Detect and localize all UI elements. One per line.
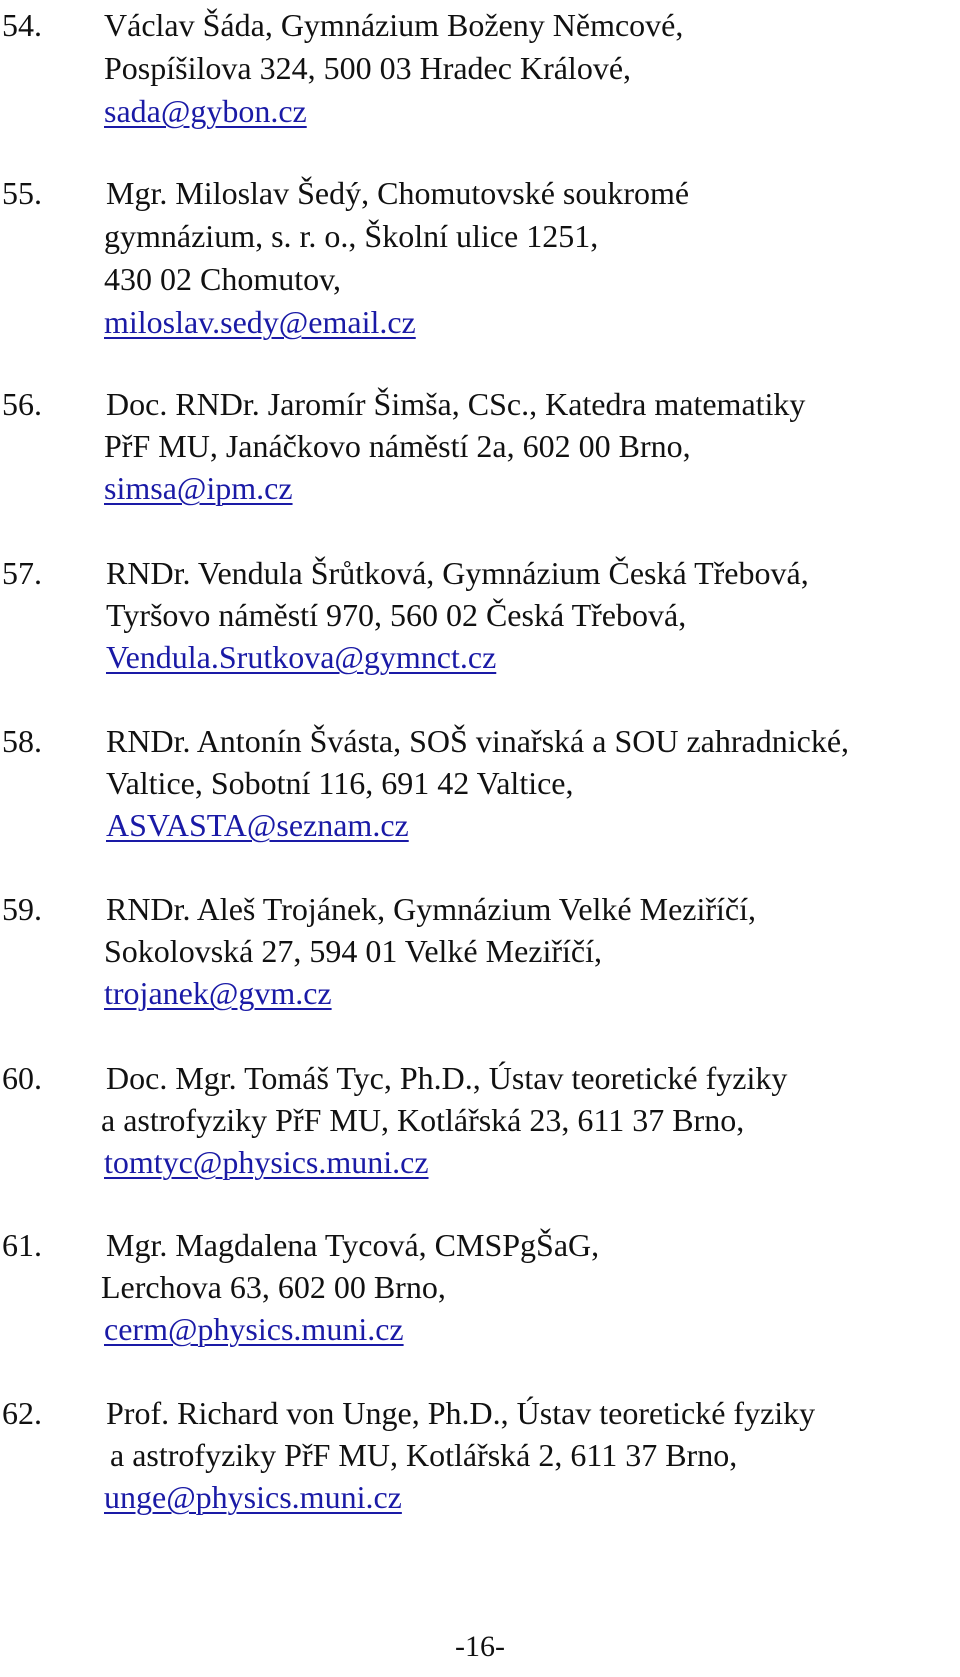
email-link[interactable]: simsa@ipm.cz	[104, 470, 293, 506]
email-link[interactable]: miloslav.sedy@email.cz	[104, 304, 416, 340]
item-line: RNDr. Vendula Šrůtková, Gymnázium Česká Třebová,	[106, 555, 809, 591]
item-line: Valtice, Sobotní 116, 691 42 Valtice,	[106, 765, 574, 801]
email-link[interactable]: tomtyc@physics.muni.cz	[104, 1144, 429, 1180]
item-line: Prof. Richard von Unge, Ph.D., Ústav teoretické fyziky	[106, 1395, 816, 1431]
item-number: 59.	[2, 891, 42, 927]
item-number: 57.	[2, 555, 42, 591]
item-line: a astrofyziky PřF MU, Kotlářská 23, 611 37 Brno,	[101, 1102, 745, 1138]
email-link[interactable]: sada@gybon.cz	[104, 93, 307, 129]
page-number: -16-	[455, 1630, 505, 1663]
item-line: Doc. Mgr. Tomáš Tyc, Ph.D., Ústav teoretické fyziky	[106, 1060, 788, 1096]
item-line: a astrofyziky PřF MU, Kotlářská 2, 611 37 Brno,	[110, 1437, 738, 1473]
email-link[interactable]: trojanek@gvm.cz	[104, 975, 332, 1011]
item-line: Pospíšilova 324, 500 03 Hradec Králové,	[104, 50, 632, 86]
item-line: Lerchova 63, 602 00 Brno,	[101, 1269, 446, 1305]
item-number: 54.	[2, 7, 42, 43]
item-line: Mgr. Miloslav Šedý, Chomutovské soukromé	[106, 175, 690, 211]
item-line: gymnázium, s. r. o., Školní ulice 1251,	[104, 218, 599, 254]
item-line: RNDr. Antonín Švásta, SOŠ vinařská a SOU zahradnické,	[106, 723, 850, 759]
item-line: 430 02 Chomutov,	[104, 261, 342, 297]
item-number: 55.	[2, 175, 42, 211]
item-number: 61.	[2, 1227, 42, 1263]
item-line: Václav Šáda, Gymnázium Boženy Němcové,	[104, 7, 684, 43]
item-line: Tyršovo náměstí 970, 560 02 Česká Třebová,	[106, 597, 687, 633]
item-number: 62.	[2, 1395, 42, 1431]
item-line: RNDr. Aleš Trojánek, Gymnázium Velké Meziříčí,	[106, 891, 756, 927]
item-line: Doc. RNDr. Jaromír Šimša, CSc., Katedra matematiky	[106, 386, 806, 422]
email-link[interactable]: ASVASTA@seznam.cz	[106, 807, 409, 843]
item-line: PřF MU, Janáčkovo náměstí 2a, 602 00 Brno,	[104, 428, 691, 464]
email-link[interactable]: unge@physics.muni.cz	[104, 1479, 402, 1515]
item-number: 60.	[2, 1060, 42, 1096]
item-line: Sokolovská 27, 594 01 Velké Meziříčí,	[104, 933, 603, 969]
email-link[interactable]: cerm@physics.muni.cz	[104, 1311, 404, 1347]
item-number: 58.	[2, 723, 42, 759]
email-link[interactable]: Vendula.Srutkova@gymnct.cz	[106, 639, 497, 675]
item-line: Mgr. Magdalena Tycová, CMSPgŠaG,	[106, 1227, 600, 1263]
item-number: 56.	[2, 386, 42, 422]
